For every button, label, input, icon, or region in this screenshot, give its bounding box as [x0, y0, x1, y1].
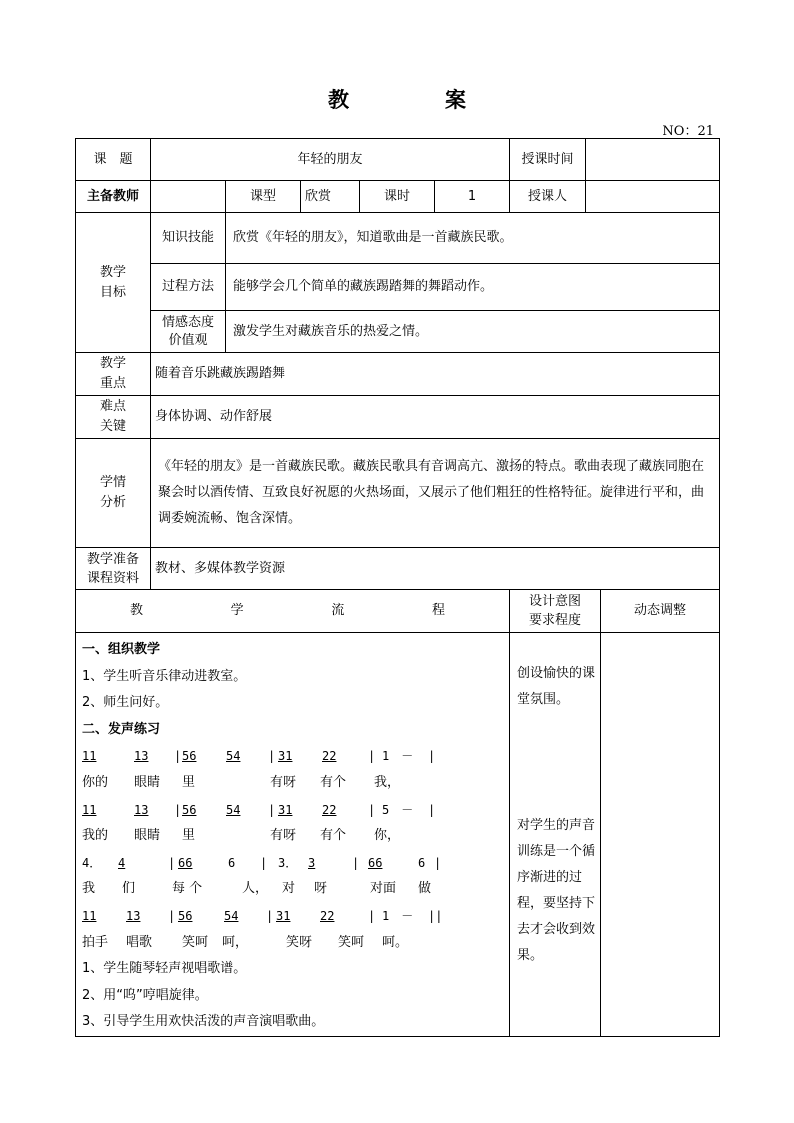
goal-text-emotion: 激发学生对藏族音乐的热爱之情。 — [226, 311, 720, 353]
design-note-1: 创设愉快的课堂氛围。 — [517, 666, 596, 707]
note-group: 13 — [134, 802, 149, 817]
flow-header — [76, 590, 510, 633]
flow-header-char-4: 程 — [432, 603, 446, 618]
lyric-word: 笑呵 — [338, 934, 365, 950]
type-value: 欣赏 — [301, 181, 360, 213]
lyric-word: 你的 — [82, 774, 109, 790]
flow-header-char-2: 学 — [230, 603, 244, 618]
prep-text: 教材、多媒体教学资源 — [151, 548, 720, 590]
note-group: 56 — [182, 749, 197, 764]
bar-line: | — [266, 908, 274, 923]
lyric-word: 对面 — [370, 881, 397, 897]
flow-content — [76, 633, 510, 1037]
design-header: 设计意图 要求程度 — [510, 590, 601, 633]
difficulty-label: 难点 关键 — [76, 396, 151, 439]
note-group: 22 — [320, 908, 335, 923]
bar-line: | — [268, 802, 276, 817]
bar-line: | — [174, 749, 182, 764]
lyric-word: 里 — [182, 828, 196, 844]
notation-line-2 — [82, 797, 503, 824]
lyric-word: 我的 — [82, 828, 109, 844]
lyrics-line-2 — [82, 823, 503, 850]
lyric-word: 我 — [82, 881, 96, 897]
bar-line: | — [168, 855, 176, 870]
lyric-word: 唱歌 — [126, 934, 153, 950]
bar-line: | — [428, 749, 436, 764]
note-group: 56 — [178, 908, 193, 923]
page-title — [0, 84, 794, 114]
note-group: 11 — [82, 802, 97, 817]
note-group: 22 — [322, 749, 337, 764]
analysis-label: 学情 分析 — [76, 439, 151, 548]
flow-step: 2、用“呜”哼唱旋律。 — [82, 987, 208, 1003]
goals-label: 教学 目标 — [76, 213, 151, 353]
topic-value: 年轻的朋友 — [151, 139, 510, 181]
lyrics-line-4 — [82, 930, 503, 957]
notation-line-1 — [82, 743, 503, 770]
lyric-word: 有个 — [320, 828, 347, 844]
note-group: 54 — [226, 802, 241, 817]
lyric-word: 做 — [418, 881, 432, 897]
lesson-plan-table — [75, 138, 720, 1037]
hours-label: 课时 — [360, 181, 435, 213]
note-group: 1 － — [382, 749, 414, 764]
note-group: 3． — [278, 855, 298, 870]
lyric-word: 有呀 — [270, 828, 297, 844]
lyric-word: 有个 — [320, 774, 347, 790]
bar-line: | — [268, 749, 276, 764]
lyric-word: 里 — [182, 774, 196, 790]
note-group: 6 — [418, 855, 426, 870]
flow-header-char-1: 教 — [130, 603, 144, 618]
note-group: 5 － — [382, 802, 414, 817]
bar-line: | — [368, 908, 376, 923]
type-label: 课型 — [226, 181, 301, 213]
topic-label: 课 题 — [76, 139, 151, 181]
design-intent-cell — [510, 633, 601, 1037]
lyric-word: 人， — [242, 881, 269, 897]
note-group: 3 — [308, 855, 316, 870]
lyric-word: 我， — [374, 774, 401, 790]
lyric-word: 呵， — [222, 934, 249, 950]
lyric-word: 你， — [374, 828, 401, 844]
note-group: 11 — [82, 908, 97, 923]
lyric-word: 对 — [282, 881, 296, 897]
flow-step: 1、学生随琴轻声视唱歌谱。 — [82, 961, 247, 977]
document-number: NO：21 — [662, 124, 714, 139]
difficulty-text: 身体协调、动作舒展 — [151, 396, 720, 439]
lyric-word: 眼睛 — [134, 774, 161, 790]
analysis-text: 《年轻的朋友》是一首藏族民歌。藏族民歌具有音调高亢、激扬的特点。歌曲表现了藏族同胞在聚会时以酒传情、互致良好祝愿的火热场面，又展示了他们粗狂的性格特征。旋律进行平和，曲调委婉流畅、饱含深情。 — [151, 439, 720, 548]
bar-line: | — [368, 802, 376, 817]
note-group: 13 — [126, 908, 141, 923]
note-group: 31 — [276, 908, 291, 923]
section-heading: 二、发声练习 — [82, 721, 161, 737]
lyric-word: 笑呵 — [182, 934, 209, 950]
bar-line: | — [434, 855, 442, 870]
note-group: 56 — [182, 802, 197, 817]
flow-step: 1、学生听音乐律动进教室。 — [82, 668, 247, 684]
title-char-2: 案 — [445, 87, 466, 112]
notation-line-3 — [82, 850, 503, 877]
lyric-word: 呵。 — [382, 934, 409, 950]
note-group: 22 — [322, 802, 337, 817]
lyrics-line-3 — [82, 876, 503, 903]
bar-line: | — [168, 908, 176, 923]
note-group: 4 — [118, 855, 126, 870]
bar-line: | — [368, 749, 376, 764]
bar-line: || — [428, 908, 443, 923]
lyric-word: 拍手 — [82, 934, 109, 950]
lyric-word: 笑呀 — [286, 934, 313, 950]
flow-step: 3、引导学生用欢快活泼的声音演唱歌曲。 — [82, 1014, 325, 1030]
goal-text-knowledge: 欣赏《年轻的朋友》，知道歌曲是一首藏族民歌。 — [226, 213, 720, 264]
lyric-word: 呀 — [314, 881, 328, 897]
bar-line: | — [260, 855, 268, 870]
time-label: 授课时间 — [510, 139, 586, 181]
note-group: 54 — [224, 908, 239, 923]
note-group: 6 — [228, 855, 236, 870]
note-group: 1 － — [382, 908, 414, 923]
prep-label: 教学准备 课程资料 — [76, 548, 151, 590]
note-group: 31 — [278, 802, 293, 817]
notation-line-4 — [82, 903, 503, 930]
note-group: 66 — [178, 855, 193, 870]
lecturer-label: 授课人 — [510, 181, 586, 213]
lyrics-line-1 — [82, 770, 503, 797]
note-group: 4． — [82, 855, 102, 870]
lecturer-value — [586, 181, 720, 213]
teacher-label: 主备教师 — [76, 181, 151, 213]
note-group: 13 — [134, 749, 149, 764]
dynamic-adjust-cell — [601, 633, 720, 1037]
bar-line: | — [352, 855, 360, 870]
flow-step: 2、师生问好。 — [82, 695, 169, 711]
lyric-word: 们 — [122, 881, 136, 897]
goal-label-emotion: 情感态度 价值观 — [151, 311, 226, 353]
lyric-word: 每 个 — [172, 881, 203, 897]
hours-value: 1 — [435, 181, 510, 213]
note-group: 66 — [368, 855, 383, 870]
goal-label-process: 过程方法 — [151, 264, 226, 311]
bar-line: | — [174, 802, 182, 817]
goal-text-process: 能够学会几个简单的藏族踢踏舞的舞蹈动作。 — [226, 264, 720, 311]
note-group: 11 — [82, 749, 97, 764]
focus-text: 随着音乐跳藏族踢踏舞 — [151, 353, 720, 396]
lyric-word: 有呀 — [270, 774, 297, 790]
time-value — [586, 139, 720, 181]
note-group: 54 — [226, 749, 241, 764]
lyric-word: 眼睛 — [134, 828, 161, 844]
section-heading: 一、组织教学 — [82, 642, 161, 657]
note-group: 31 — [278, 749, 293, 764]
focus-label: 教学 重点 — [76, 353, 151, 396]
adjust-header: 动态调整 — [601, 590, 720, 633]
teacher-value — [151, 181, 226, 213]
design-note-2: 对学生的声音训练是一个循序渐进的过程，要坚持下去才会收到效果。 — [517, 818, 596, 963]
title-char-1: 教 — [328, 87, 349, 112]
goal-label-knowledge: 知识技能 — [151, 213, 226, 264]
bar-line: | — [428, 802, 436, 817]
flow-header-char-3: 流 — [331, 603, 345, 618]
